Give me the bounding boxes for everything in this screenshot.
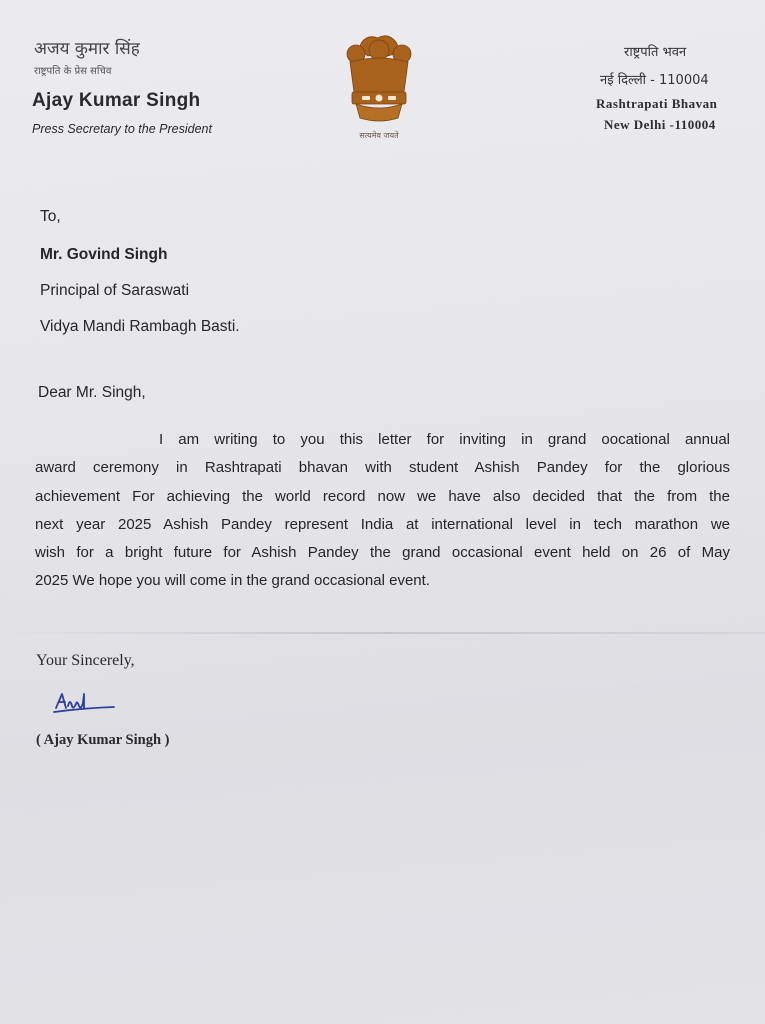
address-line1: Rashtrapati Bhavan [596, 96, 718, 111]
handwritten-signature [50, 686, 120, 720]
sender-name-hindi: अजय कुमार सिंह [34, 39, 140, 59]
address-hindi-line1: राष्ट्रपति भवन [624, 45, 687, 60]
paper-fold-line [0, 632, 765, 634]
emblem-motto: सत्यमेव जयते [359, 131, 399, 140]
national-emblem-icon [340, 32, 418, 144]
sender-name: Ajay Kumar Singh [32, 90, 201, 111]
body-line: I am writing to you this letter for inviting in grand oocational annual [159, 431, 730, 448]
body-line: award ceremony in Rashtrapati bhavan with student Ashish Pandey for the glorious [35, 459, 730, 477]
recipient-to: To, [40, 208, 61, 225]
greeting: Dear Mr. Singh, [38, 384, 146, 401]
body-line: next year 2025 Ashish Pandey represent India at international level in tech marathon we [35, 515, 730, 533]
sender-title: Press Secretary to the President [32, 122, 212, 136]
address-hindi-line2: नई दिल्ली - 110004 [600, 73, 709, 88]
body-line: achievement For achieving the world record now we have also decided that the from the [35, 487, 730, 505]
recipient-line1: Principal of Saraswati [40, 282, 190, 299]
valediction: Your Sincerely, [36, 652, 135, 669]
recipient-line2: Vidya Mandi Rambagh Basti. [40, 318, 240, 335]
letter-body [35, 426, 730, 596]
address-line2: New Delhi -110004 [604, 117, 716, 132]
body-line: 2025 We hope you will come in the grand occasional event. [35, 572, 430, 590]
sender-title-hindi: राष्ट्रपति के प्रेस सचिव [34, 66, 112, 77]
body-line: wish for a bright future for Ashish Pandey the grand occasional event held on 26 of May [35, 544, 730, 562]
signatory-name: ( Ajay Kumar Singh ) [36, 732, 170, 748]
recipient-name: Mr. Govind Singh [40, 246, 168, 263]
